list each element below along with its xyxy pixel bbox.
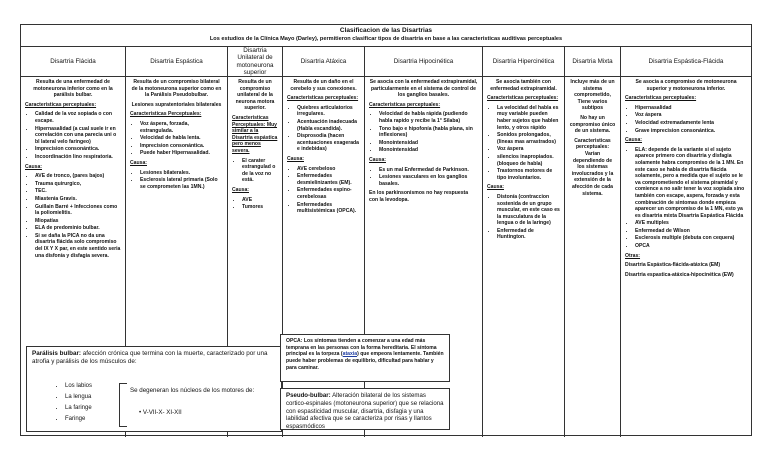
list-item: • AVE cerebeloso	[297, 166, 360, 173]
definition-text: afección crónica que termina con la muerte, caracterizado por una atrofia y parálisis de los músculos de:	[32, 350, 268, 366]
list-item: • Los labios	[65, 381, 92, 392]
section-title: Caracteristicas perceptuales:	[625, 95, 697, 102]
list-item: • AVE	[242, 197, 278, 204]
list-item: Disartria Espástica-flácida-atáxica (EM)	[625, 262, 721, 269]
list-item: • Monointensidad	[379, 140, 478, 147]
list-item: • ELA de predominio bulbar.	[35, 225, 121, 232]
list-item: • Enfermedades espino-cerebelosas	[297, 187, 360, 200]
list-item: • Imprecision consonántica.	[140, 143, 223, 150]
list-item: • Lesiones bilaterales.	[140, 170, 223, 177]
section-title: Caracteristicas perceptuales:	[25, 101, 97, 108]
column-intro: Resulta de un compromiso bilateral de la motoneurona superior como en la Parálisis Pseudobulbar.	[131, 79, 222, 99]
column-note: No hay un compromiso único de un sistema.	[569, 114, 616, 135]
column-intro: Se asocia a compromiso de motoneurona superior y motoneurona inferior.	[635, 79, 737, 92]
list-item: • Disprosodia (hacen acentuaciones exagerada e indebidas)	[297, 133, 360, 153]
list-item: • Acentuación inadecuada (Habla escandida).	[297, 119, 360, 132]
section-title: Caracteristicas Perceptuales:	[130, 111, 202, 118]
list-item: • La lengua	[65, 392, 92, 403]
section-title: Causa:	[232, 186, 249, 193]
list-item: • Sonidos prolongados, (lineas mas arrastrados)	[497, 132, 560, 145]
column-mixta	[565, 47, 621, 437]
list-item: • Imprecision consonántica.	[35, 146, 121, 153]
column-intro: Resulta de una enfermedad de motoneurona inferior como en la parálisis bulbar.	[33, 79, 113, 99]
list-item: • Esclerosis multiple (debuta con cequera)	[635, 235, 747, 242]
list-item: • La velocidad del habla es muy variable pueden haber sujetos que hablen lento, y otros rápido	[497, 105, 560, 131]
list-item: • Hipernasalidad (a cual suele ir en correlación con una parecia uni o bl lateral velo faringeo)	[35, 126, 121, 146]
list-item: • Es un mal Enfermedad de Parkinson.	[379, 167, 478, 174]
list-item: • Miastenia Gravis.	[35, 196, 121, 203]
list-item: • Enfermedades desmielinizantes (EM).	[297, 173, 360, 186]
term: Parálisis bulbar:	[32, 350, 81, 357]
section-title: Caracteristicas perceptuales:	[287, 95, 359, 102]
column-header: Disartria Espástica-Flácida	[621, 47, 751, 77]
list-item: • AVE multiples	[635, 220, 747, 227]
section-title: Causa:	[487, 184, 504, 191]
section-title: Causa:	[369, 156, 386, 163]
pares-item: • V-VII-X- XI-XII	[139, 409, 182, 416]
list-item: • Tono bajo e hipofonía (habla plana, sin inflexiones)	[379, 126, 478, 139]
subtitle: Los estudios de la Clínica Mayo (Darley), permitieron clasificar tipos de disartria en base a las caracteristicas auditivas perceptuales	[209, 36, 563, 42]
section-title: Otras:	[625, 252, 641, 259]
list-item: • Trastornos motores de tipo involuntarios.	[497, 168, 560, 181]
list-item: • Puede haber Hipernasalidad.	[140, 150, 223, 157]
list-item: • Tumores	[242, 204, 278, 211]
section-title: Causa:	[625, 137, 642, 144]
column-header: Disartria Hipercinética	[483, 47, 564, 77]
list-item: • Si se daña la PICA no da una disartria flácida solo compromiso del IX Y X par, en este sentido seria una disfonía y disfagia severa.	[35, 233, 121, 259]
section-title: Caracteristicas perceptuales: Varían dependiendo de los sistemas involucrados y la extensión de la afección de cada sistema.	[571, 137, 614, 197]
list-item: • Enfermedades multisistémicas (OPCA).	[297, 202, 360, 215]
list-item: Disartria espastica-atáxica-hipocinética (EW)	[625, 271, 734, 278]
degenera-text: Se degeneran los núcleos de los motores de:	[130, 387, 255, 394]
opca-text: Los síntomas tienden a comenzar a una edad más temprana en las personas con la forma hereditaria. El síntoma principal es la torpeza (	[286, 338, 437, 358]
list-item: • Voz áspera	[635, 112, 747, 119]
column-intro: Se asocia con la enfermedad extrapiramidal, particularmente en el sistema de control de los ganglios basales.	[369, 79, 478, 99]
column-hipercinetica	[483, 47, 565, 437]
list-item: • Quiebres articulatorios irregulares.	[297, 105, 360, 118]
list-item: • OPCA	[635, 243, 747, 250]
opca-box	[280, 334, 450, 382]
column-header: Disartria Hipocinética	[365, 47, 482, 77]
pares-text: V-VII-X- XI-XII	[142, 409, 182, 416]
list-item: • Incoordinación lino respiratoria.	[35, 154, 121, 161]
list-item: • Distonía (contraccion sostenida de un grupo muscular, en este caso es la musculatura de la lengua o de la laringe)	[497, 194, 560, 227]
opca-text: ) que empeora lentamente. También puede haber problemas de equilibrio, dificultad para hablar y para caminar.	[286, 351, 444, 371]
main-title: Clasificacion de las Disartrias	[339, 27, 433, 34]
list-item: • La faringe	[65, 403, 92, 414]
list-item: • Trauma quirurgico,	[35, 181, 121, 188]
column-header: Disartria Espástica	[126, 47, 227, 77]
list-item: • Esclerosis lateral primaria (Solo se comprometen las 1MN.)	[140, 177, 223, 190]
column-header: Disartria Flácida	[21, 47, 125, 77]
pseudo-bulbar-box	[280, 388, 450, 430]
brace	[119, 383, 127, 427]
section-title: Causa:	[130, 159, 147, 166]
column-note: Lesiones supratentoriales bilaterales	[131, 101, 222, 108]
list-item: • ELA: depende de la variante si el sujeto aparece primero con disartria y disfagia solamente habra compromiso de la 1 MN. En este caso se habla de disartria flácida solamente, pero a medida que el sujeto se le va comprometiendo el sistema piramidal y comience a no salir tener la voz sopiada sino también con escape, aspera, forzada y esta combinación de sintomas donde empieza aparecer un compromiso de la 1 MN, esto ya es disartria mixta Disartria Espástica Flácida	[635, 147, 747, 220]
section-title: Causa:	[287, 155, 304, 162]
column-note: En los parkinsonismos no hay respuesta con la levodopa.	[369, 190, 469, 203]
list-item: • Lesiones vasculares en los ganglios basales.	[379, 174, 478, 187]
section-title: Caracteristicas perceptuales:	[487, 95, 559, 102]
definition-text: Alteración bilateral de los sistemas cortico-espinales (motoneurona superior) que se relaciona con espasticidad muscular, disartria, disfagia y una labilidad afectiva que se caracteriza por risas y llantos espasmódicos	[286, 392, 444, 431]
column-espastica-flacida	[621, 47, 751, 437]
paralisis-definition	[32, 350, 276, 366]
list-item: • silencios inapropiados. (bloqueo de habla)	[497, 154, 560, 167]
list-item: • El carater estrangulad o de la voz no está.	[242, 158, 278, 184]
list-item: • Grave imprecision consonántica.	[635, 128, 747, 135]
column-header: Disartria Mixta	[565, 47, 620, 77]
column-intro: Incluye más de un sistema comprometido, Tiene varios subtipos	[570, 79, 615, 112]
list-item: • Enfermedad de Huntington.	[497, 228, 560, 241]
section-title: Causa:	[25, 163, 42, 170]
column-intro: Resulta de un daño en el cerebelo y sus conexiones.	[290, 79, 357, 92]
list-item: • Enfermedad de Wilson	[635, 228, 747, 235]
column-header: Disartria Unilateral de motoneurona superior	[228, 47, 282, 77]
list-item: • Velocidad de habla lenta.	[140, 135, 223, 142]
list-item: • Miopatías	[35, 218, 121, 225]
column-header: Disartria Atáxica	[283, 47, 364, 77]
list-item: • Velocidad de habla rápida (pudiendo habla rapido y recibe la 1° Silaba)	[379, 111, 478, 124]
list-item: • Faringe	[65, 414, 92, 425]
term: Pseudo-bulbar:	[286, 392, 331, 399]
list-item: • Voz áspera	[497, 146, 560, 153]
ataxia-link[interactable]: ataxia	[342, 351, 358, 358]
table-title	[21, 25, 751, 47]
section-title: Caracteristicas perceptuales:	[369, 101, 441, 108]
list-item: • AVE de tronco, (pares bajos)	[35, 173, 121, 180]
section-title: Caracteristicas Perceptuales: Muy similar a la Disartria espástica pero menos severa.	[232, 114, 278, 154]
term: OPCA:	[286, 338, 303, 344]
list-item: • Calidad de la voz sopiada o con escape.	[35, 111, 121, 124]
list-item: • Guillain Barré + Infecciones como la poliomielitis.	[35, 204, 121, 217]
list-item: • Velocidad extremadamente lenta	[635, 120, 747, 127]
muscle-list	[51, 381, 92, 425]
list-item: • TEC.	[35, 188, 121, 195]
column-intro: Se asocia también con enfermedad extrapiramidal.	[490, 79, 557, 92]
list-item: • Voz áspera, forzada, estrangulada.	[140, 121, 223, 134]
list-item: • Monointensidad	[379, 147, 478, 154]
list-item: • Hipernasalidad	[635, 105, 747, 112]
paralisis-bulbar-box	[26, 346, 282, 432]
column-intro: Resulta de un compromiso unilateral de la neurona motora superior.	[235, 79, 275, 112]
